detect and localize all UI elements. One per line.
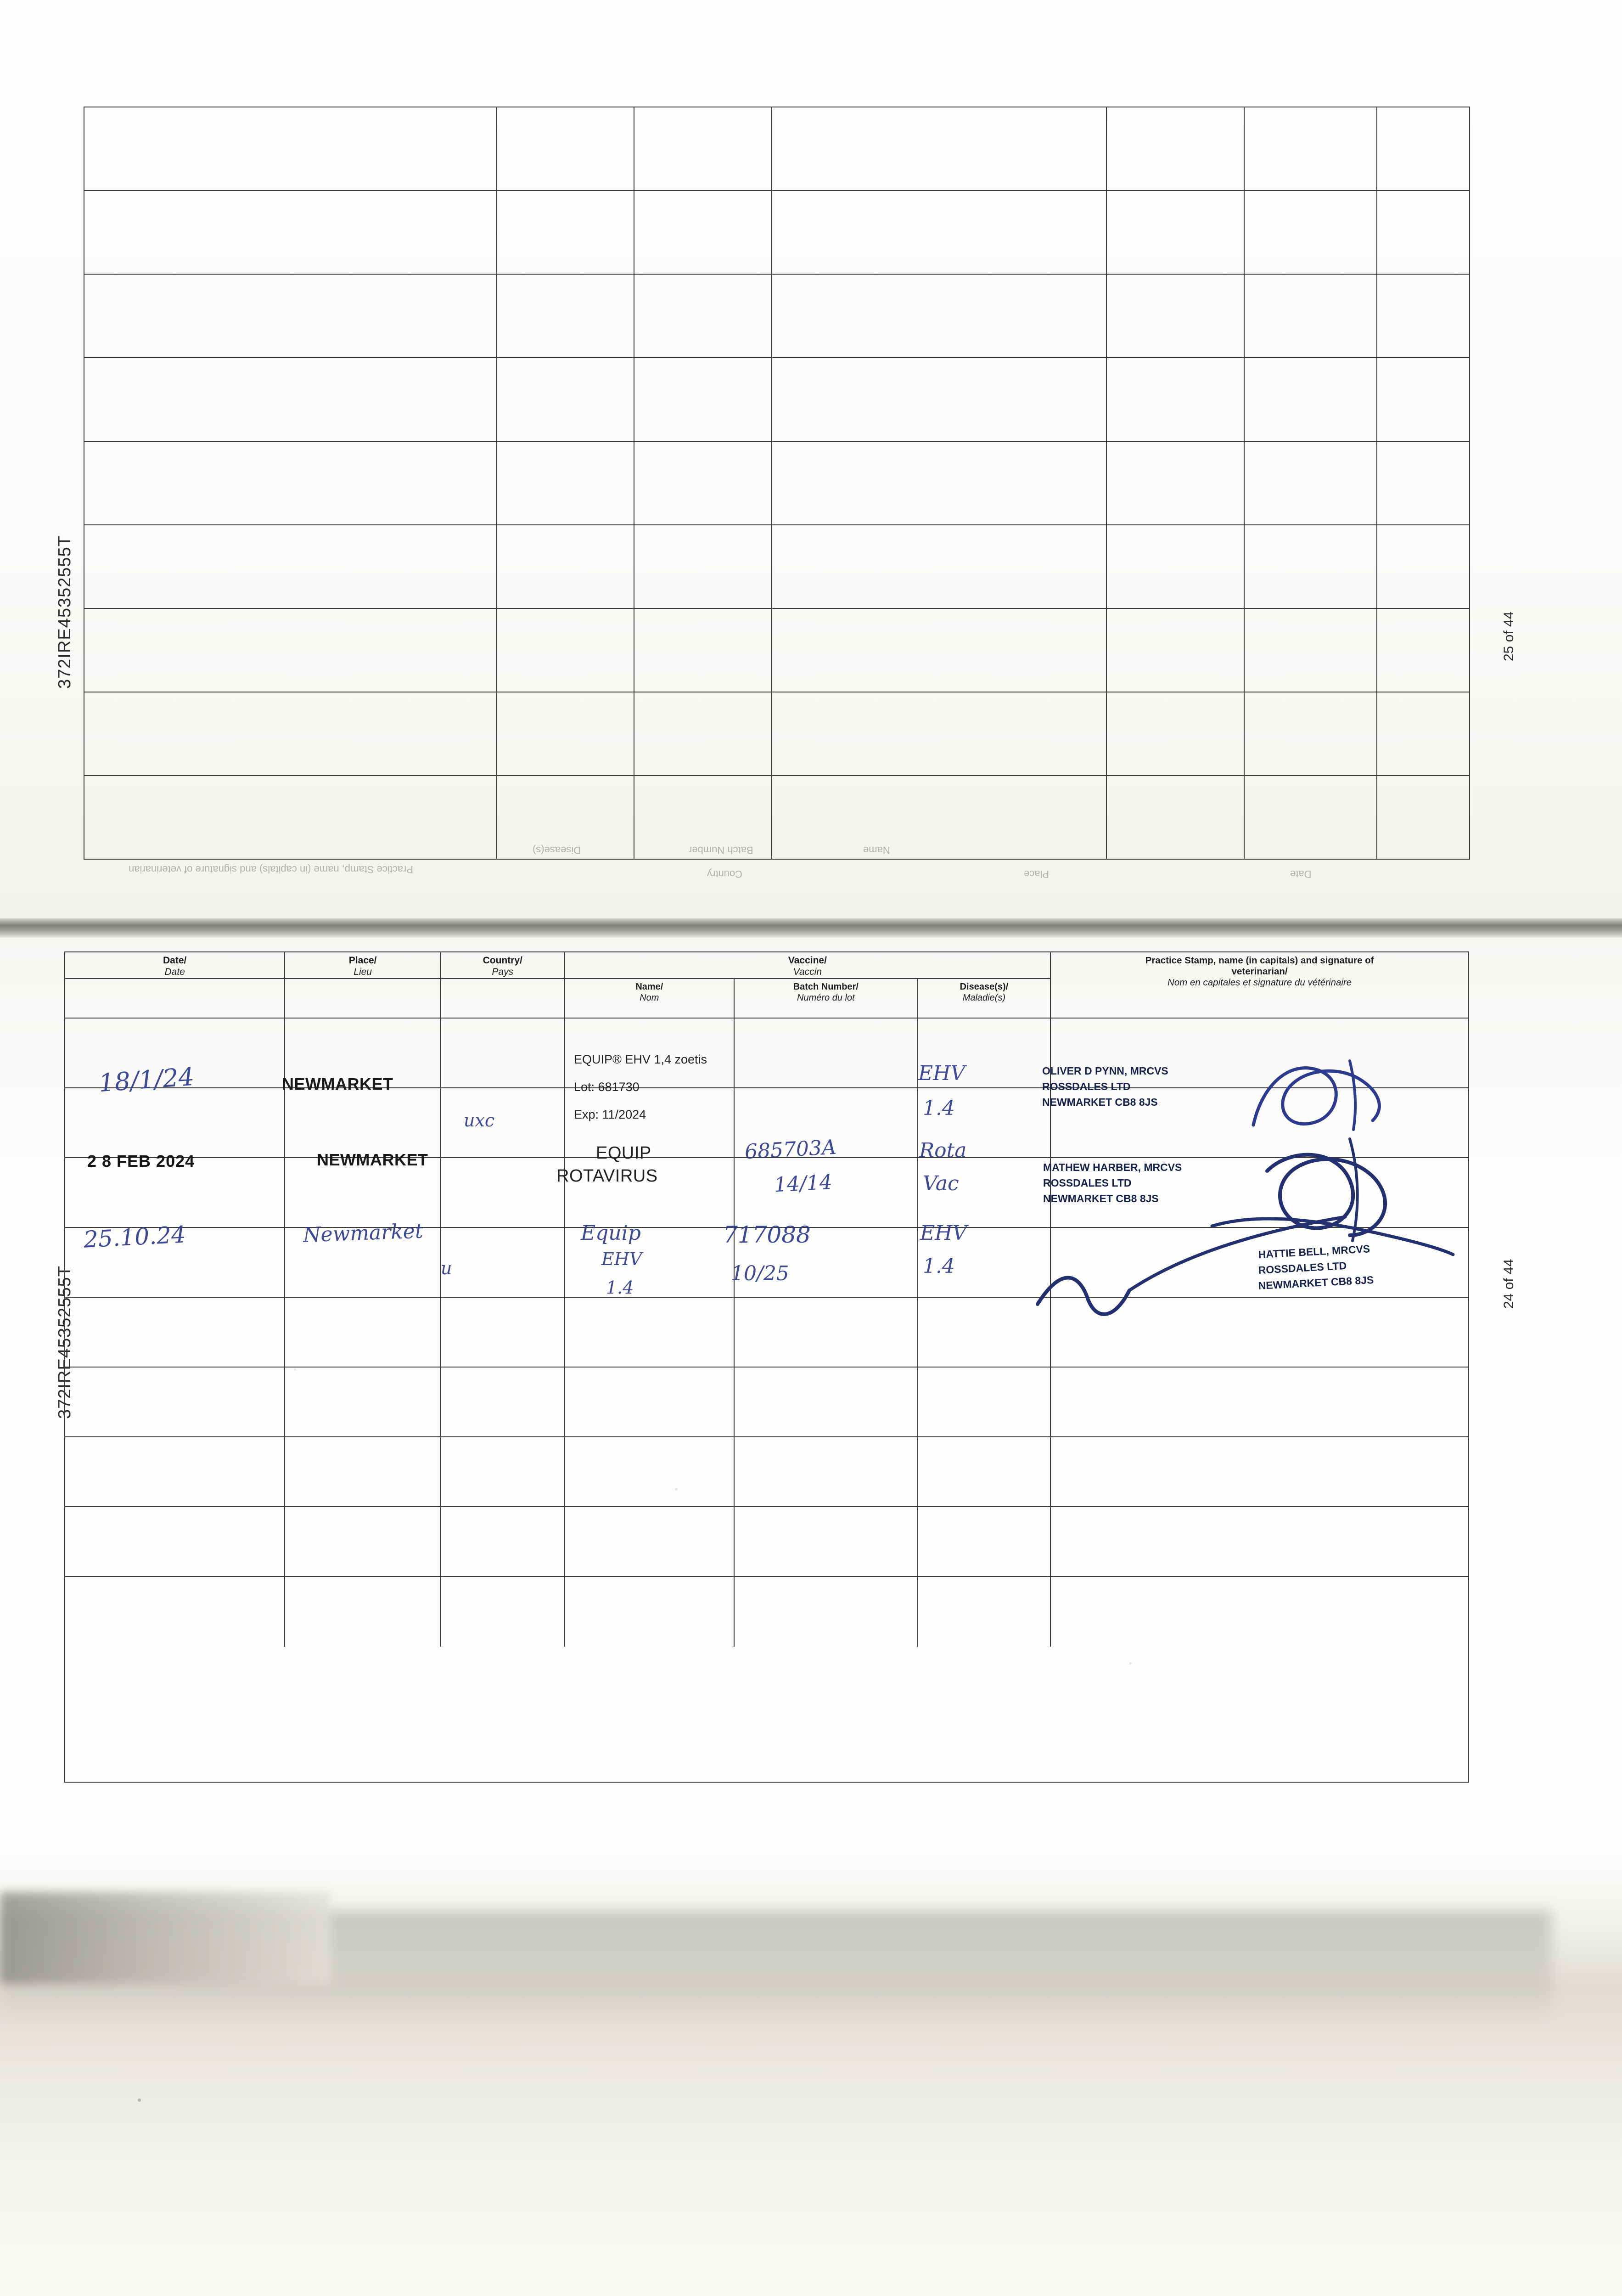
cell-country — [441, 1019, 565, 1088]
cell — [1107, 107, 1245, 191]
header-date — [65, 952, 285, 979]
inverted-header-text-stamp: Practice Stamp, name (in capitals) and signature of veterinarian — [129, 864, 413, 875]
header-spacer-country — [441, 979, 565, 1019]
cell — [772, 525, 1107, 609]
cell-disease — [918, 1437, 1051, 1507]
cell — [497, 358, 635, 442]
cell — [634, 358, 772, 442]
cell — [1107, 191, 1245, 275]
header-country — [441, 952, 565, 979]
cell-country — [441, 1298, 565, 1367]
cell — [634, 692, 772, 776]
row2-place-printed: NEWMARKET — [317, 1150, 428, 1169]
cell — [1377, 358, 1469, 442]
cell — [772, 776, 1107, 860]
cell — [1377, 525, 1469, 609]
cell-date — [65, 1577, 285, 1647]
cell — [1107, 609, 1245, 692]
table-row — [65, 1367, 1468, 1437]
header-name-line2: Nom — [640, 992, 659, 1003]
header-stamp-line3: Nom en capitales et signature du vétérinaire — [1167, 977, 1352, 988]
row3-veterinarian-signature — [1024, 1199, 1419, 1318]
header-name-line1: Name/ — [635, 982, 663, 992]
row1-stamp-line1: OLIVER D PYNN, MRCVS — [1042, 1065, 1168, 1077]
table-row — [84, 275, 1469, 358]
header-place-line2: Lieu — [354, 966, 372, 977]
cell — [1107, 358, 1245, 442]
cell — [1107, 442, 1245, 525]
inverted-header-text-name: Name — [863, 844, 890, 856]
table-row — [84, 609, 1469, 692]
row1-date-handwritten: 18/1/24 — [98, 1062, 196, 1098]
cell — [1245, 525, 1378, 609]
row3-batch-line2: 10/25 — [731, 1262, 789, 1285]
cell-batch — [735, 1507, 918, 1577]
cell — [1377, 191, 1469, 275]
row1-vaccine-lot: Lot: 681730 — [574, 1080, 640, 1094]
cell-vaccine-name — [565, 1298, 735, 1367]
header-vaccine-line2: Vaccin — [793, 966, 822, 977]
header-country-line2: Pays — [492, 966, 514, 977]
inverted-header-text-batch: Batch Number — [689, 844, 753, 856]
cell-date — [65, 1437, 285, 1507]
cell-country — [441, 1228, 565, 1298]
cell — [497, 609, 635, 692]
cell-stamp — [1051, 1367, 1468, 1437]
cell-country — [441, 1507, 565, 1577]
cell-batch — [735, 1298, 918, 1367]
cell-stamp — [1051, 1507, 1468, 1577]
row1-stamp-line2: ROSSDALES LTD — [1042, 1080, 1131, 1092]
row2-batch-line2: 14/14 — [773, 1170, 833, 1197]
cell — [1245, 609, 1378, 692]
header-place — [285, 952, 441, 979]
cell — [1107, 275, 1245, 358]
row3-place-line2: u — [441, 1258, 452, 1278]
row3-place-line1: Newmarket — [303, 1219, 424, 1247]
cell — [84, 776, 497, 860]
scan-speck — [294, 1368, 296, 1371]
cell — [1107, 525, 1245, 609]
cell-disease — [918, 1367, 1051, 1437]
cell — [84, 358, 497, 442]
cell-stamp — [1051, 1437, 1468, 1507]
header-spacer-stamp — [1051, 979, 1468, 1019]
cell — [497, 275, 635, 358]
header-spacer-place — [285, 979, 441, 1019]
inverted-header-text-place: Place — [1024, 868, 1050, 880]
cell — [1245, 107, 1378, 191]
inverted-header-text-vaccine: Country — [707, 868, 743, 880]
header-disease-line2: Maladie(s) — [962, 992, 1006, 1003]
cell — [772, 191, 1107, 275]
page-number-bottom: 24 of 44 — [1501, 1259, 1516, 1309]
row3-vaccine-line1: Equip — [581, 1221, 641, 1245]
page-fold-shadow — [0, 918, 1622, 938]
cell-place — [285, 1437, 441, 1507]
table-row — [84, 692, 1469, 776]
cell — [1245, 442, 1378, 525]
row3-date-handwritten: 25.10.24 — [83, 1221, 187, 1253]
cell-vaccine-name — [565, 1577, 735, 1647]
cell-batch — [735, 1437, 918, 1507]
cell — [772, 275, 1107, 358]
cell-country — [441, 1088, 565, 1158]
cell — [84, 191, 497, 275]
row3-stamp-line2: ROSSDALES LTD — [1258, 1259, 1347, 1276]
cell — [634, 107, 772, 191]
page-number-top: 25 of 44 — [1501, 611, 1516, 661]
header-date-line1: Date/ — [163, 955, 187, 966]
row1-vaccine-exp: Exp: 11/2024 — [574, 1108, 646, 1121]
cell-date — [65, 1298, 285, 1367]
scan-speck — [138, 2099, 141, 2102]
cell — [84, 609, 497, 692]
cell-date — [65, 1367, 285, 1437]
cell-date — [65, 1088, 285, 1158]
cell — [1377, 692, 1469, 776]
cell — [1377, 609, 1469, 692]
scan-speck — [1129, 1662, 1132, 1665]
inverted-header-text-disease: Disease(s) — [533, 844, 581, 856]
header-batch-number — [735, 979, 918, 1019]
row2-disease-line1: Rota — [919, 1139, 967, 1162]
cell-disease — [918, 1577, 1051, 1647]
row1-vaccine-name-line1: EQUIP® EHV 1,4 zoetis — [574, 1052, 707, 1066]
cell — [1377, 776, 1469, 860]
header-vaccine — [565, 952, 1051, 979]
table-row — [84, 191, 1469, 275]
table-row — [84, 525, 1469, 609]
table-header-row-2 — [65, 979, 1468, 1019]
cell — [497, 525, 635, 609]
cell — [1245, 191, 1378, 275]
barcode-label-bottom: 372IRE45352555T — [55, 1265, 74, 1419]
cell-country — [441, 1158, 565, 1228]
cell-place — [285, 1367, 441, 1437]
cell — [84, 107, 497, 191]
row3-vaccine-line2: EHV — [601, 1249, 642, 1269]
barcode-label-top: 372IRE45352555T — [55, 535, 74, 689]
row1-disease-line1: EHV — [918, 1062, 965, 1085]
cell — [497, 692, 635, 776]
cell — [84, 692, 497, 776]
row1-place-printed: NEWMARKET — [282, 1075, 393, 1093]
row2-disease-line2: Vac — [923, 1172, 959, 1195]
header-country-line1: Country/ — [483, 955, 522, 966]
cell — [1107, 692, 1245, 776]
header-stamp-line2: veterinarian/ — [1231, 966, 1288, 977]
cell — [1377, 442, 1469, 525]
cell — [84, 442, 497, 525]
cell — [1377, 107, 1469, 191]
row2-stamp-line3: NEWMARKET CB8 8JS — [1043, 1193, 1159, 1204]
row3-disease-line1: EHV — [920, 1221, 967, 1245]
upside-down-record-table — [84, 107, 1470, 860]
cell — [84, 275, 497, 358]
row2-stamp-line1: MATHEW HARBER, MRCVS — [1043, 1161, 1182, 1173]
cell — [1377, 275, 1469, 358]
cell-batch — [735, 1367, 918, 1437]
cell — [1245, 358, 1378, 442]
cell — [634, 191, 772, 275]
cell-disease — [918, 1507, 1051, 1577]
header-vaccine-name — [565, 979, 735, 1019]
cell — [772, 442, 1107, 525]
cell-place — [285, 1507, 441, 1577]
cell-place — [285, 1088, 441, 1158]
cell-country — [441, 1577, 565, 1647]
table-row — [65, 1507, 1468, 1577]
cell — [772, 358, 1107, 442]
row1-place-handwritten: uxc — [464, 1110, 495, 1131]
cell — [1245, 275, 1378, 358]
row1-stamp-line3: NEWMARKET CB8 8JS — [1042, 1096, 1158, 1108]
header-place-line1: Place/ — [348, 955, 377, 966]
header-disease-line1: Disease(s)/ — [960, 982, 1009, 992]
cell — [497, 191, 635, 275]
row3-stamp-line3: NEWMARKET CB8 8JS — [1258, 1273, 1374, 1292]
row2-batch-line1: 685703A — [744, 1135, 837, 1164]
table-row — [65, 1577, 1468, 1647]
row3-vaccine-line3: 1.4 — [606, 1277, 634, 1298]
cell — [772, 692, 1107, 776]
table-row — [65, 1437, 1468, 1507]
scan-blur-bottom-left — [0, 1892, 331, 1984]
cell — [772, 609, 1107, 692]
row3-stamp-line1: HATTIE BELL, MRCVS — [1258, 1243, 1370, 1261]
inverted-header-text-date: Date — [1290, 868, 1312, 880]
scan-speck — [675, 1488, 678, 1491]
cell — [84, 525, 497, 609]
row3-batch-line1: 717088 — [723, 1221, 811, 1248]
cell — [1107, 776, 1245, 860]
cell — [634, 525, 772, 609]
cell-vaccine-name — [565, 1367, 735, 1437]
cell — [497, 107, 635, 191]
table-row — [84, 776, 1469, 860]
cell — [772, 107, 1107, 191]
row2-date-stamp: 2 8 FEB 2024 — [87, 1152, 195, 1171]
cell-stamp — [1051, 1577, 1468, 1647]
cell-country — [441, 1367, 565, 1437]
cell — [634, 442, 772, 525]
row3-disease-line2: 1.4 — [923, 1255, 955, 1278]
row2-vaccine-name-line2: ROTAVIRUS — [556, 1166, 658, 1186]
header-disease — [918, 979, 1051, 1019]
cell-date — [65, 1507, 285, 1577]
header-vaccine-line1: Vaccine/ — [788, 955, 827, 966]
cell-vaccine-name — [565, 1437, 735, 1507]
cell-place — [285, 1298, 441, 1367]
cell — [634, 609, 772, 692]
cell — [634, 275, 772, 358]
cell-batch — [735, 1019, 918, 1088]
header-stamp-line1: Practice Stamp, name (in capitals) and signature of — [1145, 955, 1374, 966]
cell — [1245, 692, 1378, 776]
table-row — [84, 442, 1469, 525]
cell-vaccine-name — [565, 1507, 735, 1577]
cell-place — [285, 1577, 441, 1647]
row2-stamp-line2: ROSSDALES LTD — [1043, 1177, 1132, 1189]
header-spacer-date — [65, 979, 285, 1019]
cell-country — [441, 1437, 565, 1507]
header-batch-line2: Numéro du lot — [797, 992, 855, 1003]
cell — [497, 442, 635, 525]
row1-disease-line2: 1.4 — [923, 1097, 955, 1120]
header-batch-line1: Batch Number/ — [793, 982, 859, 992]
table-row — [84, 107, 1469, 191]
cell — [1245, 776, 1378, 860]
row2-vaccine-name-line1: EQUIP — [596, 1143, 651, 1163]
table-row — [84, 358, 1469, 442]
cell-batch — [735, 1577, 918, 1647]
header-date-line2: Date — [164, 966, 185, 977]
